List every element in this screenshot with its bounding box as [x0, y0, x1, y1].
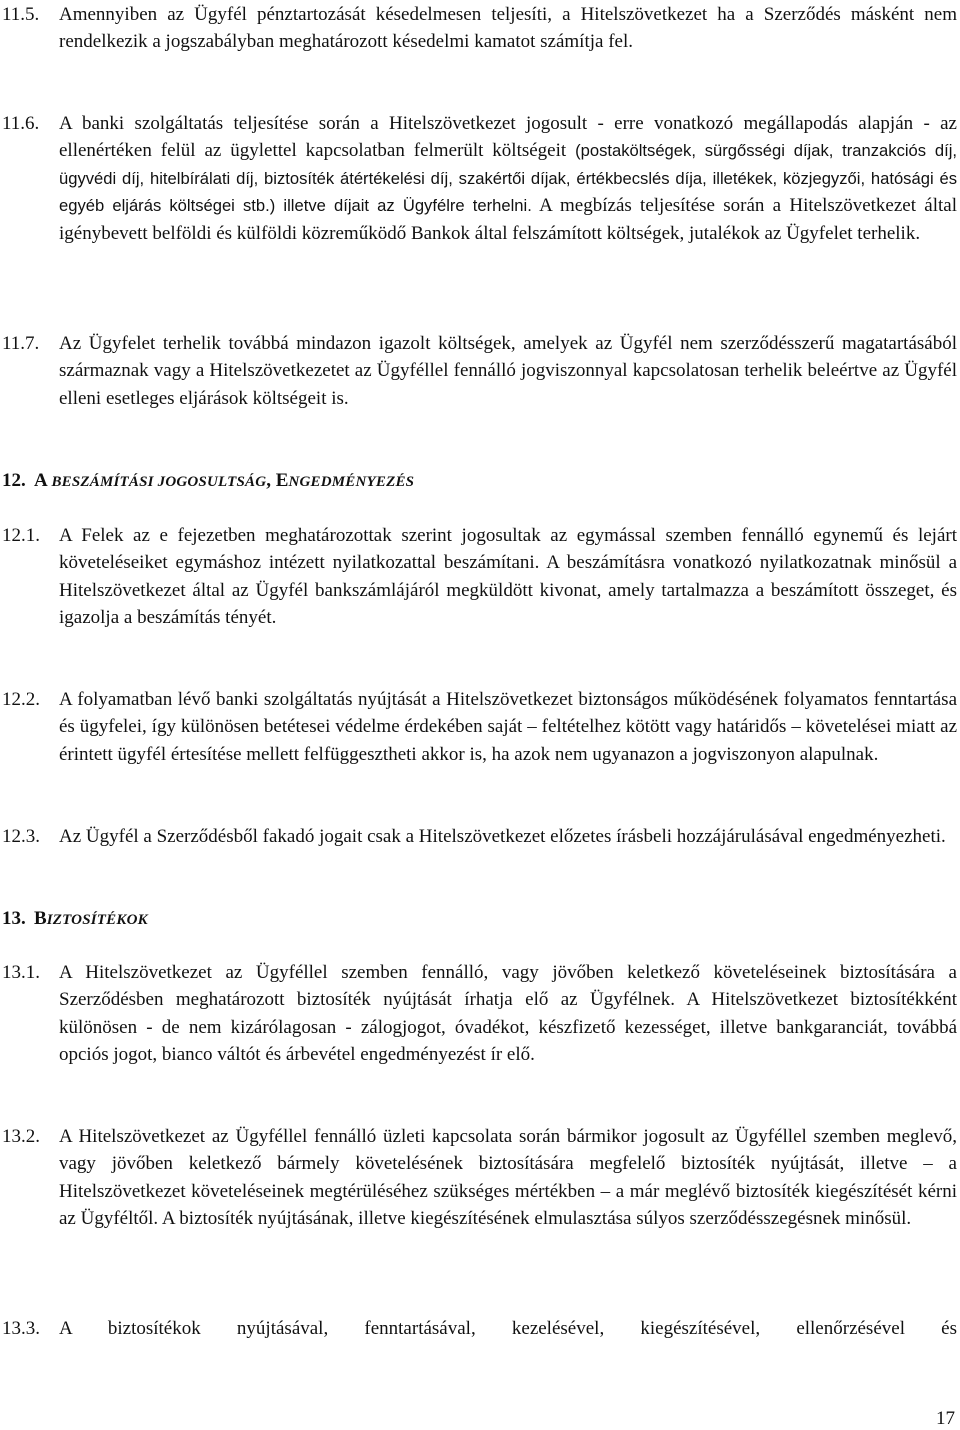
paragraph-11-7	[2, 330, 957, 412]
paragraph-number: 12.2.	[2, 689, 40, 710]
section-number: 12.	[2, 470, 26, 491]
section-title-rest: IZTOSÍTÉKOK	[46, 912, 148, 928]
paragraph-text-sans: (postaköltségek, sürgősségi díjak, tranzakciós díj, ügyvédi díj, hitelbírálati díj, biztosíték átértékelési díj, szakértői díjak, értékbecslés díja, illetékek, közjegyzői, hatósági és egyéb eljárás költségei stb.) illetve díjait az Ügyfélre terhelni.	[59, 141, 957, 216]
page-number: 17	[936, 1408, 955, 1429]
paragraph-12-1	[2, 522, 957, 632]
section-title-separator: ,	[266, 470, 271, 491]
paragraph-text: A folyamatban lévő banki szolgáltatás nyújtását a Hitelszövetkezet biztonságos működésének folyamatos fenntartása és ügyfelei, így különösen betétesei védelme érdekében saját – feltételhez kötött vagy határidős – követelései miatt az érintett ügyfél értesítése mellett felfüggesztheti akkor is, ha azok nem ugyanazon a jogviszonyon alapulnak.	[59, 689, 957, 765]
paragraph-12-2	[2, 686, 957, 768]
section-title-rest-2: NGEDMÉNYEZÉS	[288, 474, 415, 490]
section-title-initial-2: E	[275, 470, 289, 491]
paragraph-13-3	[2, 1315, 957, 1342]
paragraph-12-3	[2, 823, 957, 850]
paragraph-text	[59, 110, 957, 247]
paragraph-text: A biztosítékok nyújtásával, fenntartásával, kezelésével, kiegészítésével, ellenőrzésével és	[59, 1318, 957, 1339]
paragraph-13-2	[2, 1123, 957, 1233]
paragraph-text-tail: A megbízás teljesítése során a Hitelszövetkezet által igénybevett belföldi és külföldi közreműködő Bankok által felszámított költségek, jutalékok az Ügyfelet terhelik.	[59, 195, 957, 244]
paragraph-11-5	[2, 1, 957, 56]
paragraph-text: A Hitelszövetkezet az Ügyféllel szemben fennálló, vagy jövőben keletkező követeléseinek biztosítására a Szerződésben meghatározott biztosíték nyújtását írhatja elő az Ügyfélnek. A Hitelszövetkezet biztosítékként különösen - de nem kizárólagosan - zálogjogot, óvadékot, készfizető kezességet, illetve bankgaranciát, továbbá opciós jogot, bianco váltót és árbevétel engedményezést ír elő.	[59, 962, 957, 1066]
paragraph-number: 12.3.	[2, 826, 40, 847]
paragraph-13-1	[2, 959, 957, 1069]
paragraph-number: 13.2.	[2, 1126, 40, 1147]
paragraph-text-serif: A banki szolgáltatás teljesítése során a Hitelszövetkezet jogosult - erre vonatkozó megállapodás alapján - az ellenértéken felül az ügylettel kapcsolatban felmerült költségeit	[59, 113, 957, 162]
paragraph-text: Amennyiben az Ügyfél pénztartozását késedelmesen teljesíti, a Hitelszövetkezet ha a Szerződés másként nem rendelkezik a jogszabályban meghatározott késedelmi kamatot számítja fel.	[59, 4, 957, 53]
paragraph-number: 13.3.	[2, 1318, 40, 1339]
paragraph-number: 11.5.	[2, 4, 40, 25]
paragraph-text: A Hitelszövetkezet az Ügyféllel fennálló üzleti kapcsolata során bármikor jogosult az Ügyféllel szemben meglevő, vagy jövőben keletkező bármely követelésének biztosítására megfelelő biztosíték nyújtását, illetve – a Hitelszövetkezet követeléseinek megtérüléséhez szükséges mértékben – a már meglévő biztosíték kiegészítését kérni az Ügyféltől. A biztosíték nyújtásának, illetve kiegészítésének elmulasztása súlyos szerződésszegésnek minősül.	[59, 1126, 957, 1230]
section-title-rest-1: BESZÁMÍTÁSI JOGOSULTSÁG	[51, 474, 267, 490]
paragraph-text: A Felek az e fejezetben meghatározottak szerint jogosultak az egymással szemben fennálló egynemű és lejárt követeléseiket egymáshoz intézett nyilatkozattal beszámítani. A beszámításra vonatkozó nyilatkozatnak minősül a Hitelszövetkezet által az Ügyfél bankszámlájáról megküldött kivonat, amely tartalmazza a beszámított összeget, és igazolja a beszámítás tényét.	[59, 525, 957, 629]
paragraph-text: Az Ügyfelet terhelik továbbá mindazon igazolt költségek, amelyek az Ügyfél nem szerződésszerű magatartásából származnak vagy a Hitelszövetkezetet az Ügyféllel fennálló jogviszonnyal kapcsolatosan terhelik beleértve az Ügyfél elleni esetleges eljárások költségeit is.	[59, 333, 957, 409]
paragraph-number: 11.6.	[2, 113, 40, 134]
section-heading-12	[2, 467, 414, 496]
paragraph-number: 12.1.	[2, 525, 40, 546]
paragraph-number: 13.1.	[2, 962, 40, 983]
section-heading-13	[2, 905, 148, 934]
paragraph-11-6	[2, 110, 957, 247]
paragraph-text: Az Ügyfél a Szerződésből fakadó jogait csak a Hitelszövetkezet előzetes írásbeli hozzájárulásával engedményezheti.	[59, 826, 946, 847]
paragraph-number: 11.7.	[2, 333, 40, 354]
section-title-initial: B	[34, 908, 47, 929]
section-number: 13.	[2, 908, 26, 929]
section-title-initial: A	[34, 470, 47, 491]
